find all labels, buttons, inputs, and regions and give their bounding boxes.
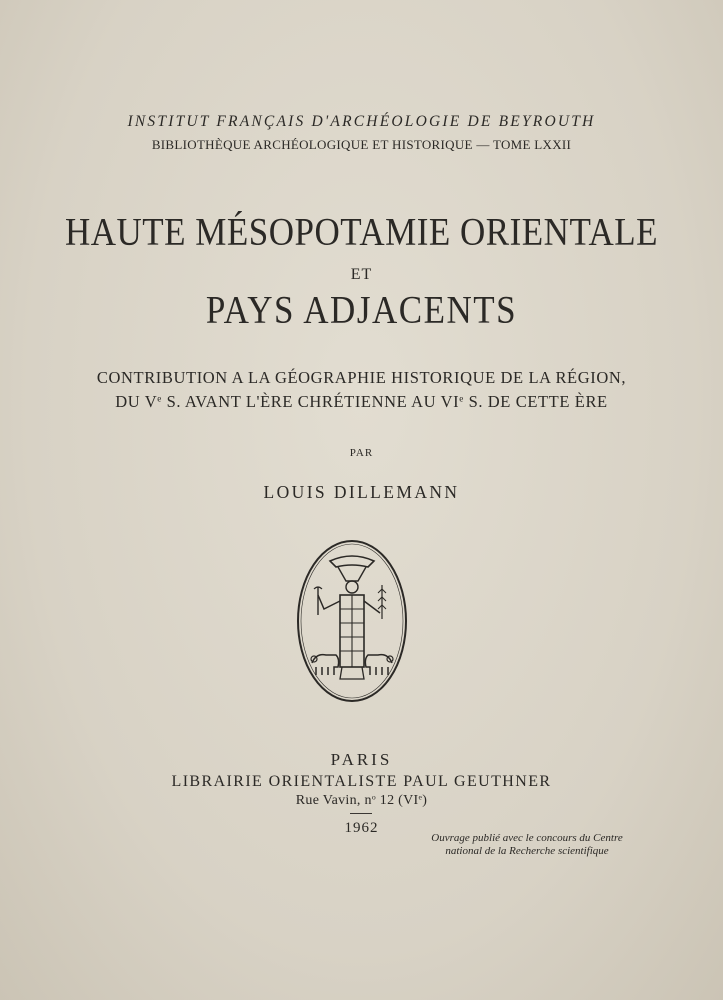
superscript-o: o xyxy=(371,792,376,802)
series-name: BIBLIOTHÈQUE ARCHÉOLOGIQUE ET HISTORIQUE — TOME LXXII xyxy=(151,137,572,152)
publication-year: 1962 xyxy=(344,820,379,836)
institute-name: INSTITUT FRANÇAIS D'ARCHÉOLOGIE DE BEYROUTH xyxy=(127,113,596,130)
address-mid: 12 (VI xyxy=(375,793,419,808)
title-conjunction: ET xyxy=(350,266,373,283)
publisher-address xyxy=(0,793,723,809)
support-note-line1: Ouvrage publié avec le concours du Centre xyxy=(431,832,623,844)
subtitle-line2-prefix: DU V xyxy=(115,392,158,411)
superscript-e: e xyxy=(459,393,464,404)
subtitle-line2 xyxy=(0,392,723,412)
author-name: LOUIS DILLEMANN xyxy=(263,482,460,502)
subtitle-line2-suffix: S. DE CETTE ÈRE xyxy=(463,392,608,411)
address-suffix: ) xyxy=(422,793,428,808)
publisher-city: PARIS xyxy=(330,750,393,769)
address-prefix: Rue Vavin, n xyxy=(295,793,372,808)
superscript-e: e xyxy=(418,792,423,802)
publisher-name: LIBRAIRIE ORIENTALISTE PAUL GEUTHNER xyxy=(171,773,552,790)
support-note-line2: national de la Recherche scientifique xyxy=(445,845,609,857)
subtitle-line2-mid: S. AVANT L'ÈRE CHRÉTIENNE AU VI xyxy=(161,392,460,411)
superscript-e: e xyxy=(157,393,162,404)
divider-rule xyxy=(350,813,372,814)
main-title-line2: PAYS ADJACENTS xyxy=(205,287,518,332)
seal-emblem-icon xyxy=(294,537,410,705)
byline-par: PAR xyxy=(349,447,374,459)
main-title-line1: HAUTE MÉSOPOTAMIE ORIENTALE xyxy=(64,209,659,254)
subtitle-line1: CONTRIBUTION A LA GÉOGRAPHIE HISTORIQUE DE LA RÉGION, xyxy=(96,368,627,387)
